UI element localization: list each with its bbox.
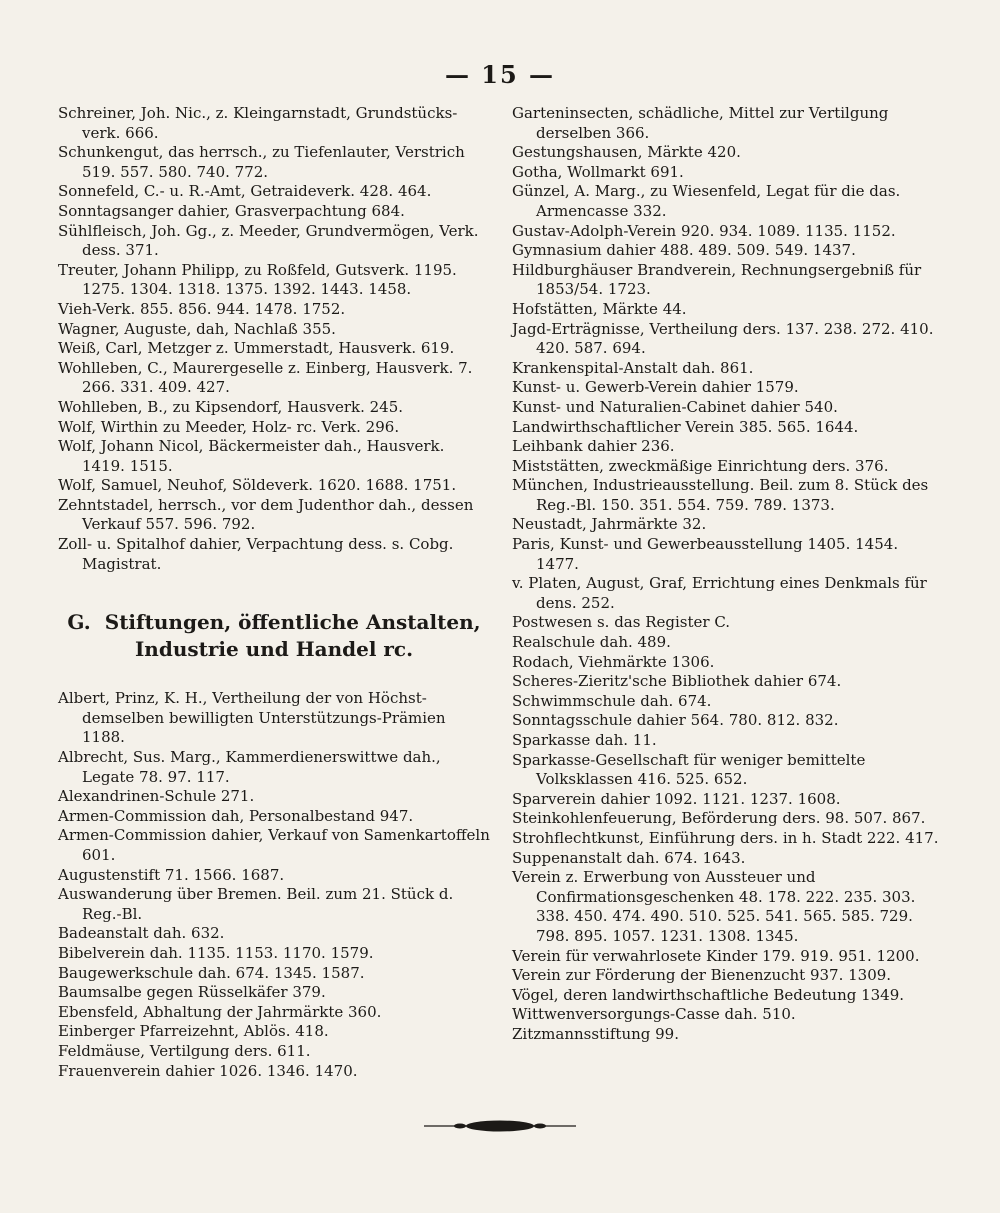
index-entry: Gustav-Adolph-Verein 920. 934. 1089. 1135. 1152. [512,221,896,240]
section-title: Stiftungen, öffentliche Anstalten, Industrie und Handel rc. [104,610,481,662]
index-entry: Feldmäuse, Vertilgung ders. 611. [58,1041,311,1060]
index-entry: Kunst- und Naturalien-Cabinet dahier 540. [512,397,838,416]
index-entry: Wohlleben, B., zu Kipsendorf, Hausverk. 245. [58,397,404,416]
index-entry: Schreiner, Joh. Nic., z. Kleingarnstadt, Grundstücks-verk. 666. [58,104,458,142]
index-entry: Wolf, Johann Nicol, Bäckermeister dah., Hausverk. 1419. 1515. [58,437,445,475]
index-entry: Wittwenversorgungs-Casse dah. 510. [512,1005,796,1024]
index-entry: Günzel, A. Marg., zu Wiesenfeld, Legat für die das. Armencasse 332. [512,182,901,220]
index-entry: Albert, Prinz, K. H., Vertheilung der von Höchst-demselben bewilligten Unterstützungs-Prämien 1188. [58,689,446,747]
index-entry: Vieh-Verk. 855. 856. 944. 1478. 1752. [58,299,346,318]
index-entry: Weiß, Carl, Metzger z. Ummerstadt, Hausverk. 619. [58,339,455,358]
index-entry: Albrecht, Sus. Marg., Kammerdienerswittwe dah., Legate 78. 97. 117. [58,748,441,786]
index-entry: Neustadt, Jahrmärkte 32. [512,515,707,534]
index-entry: Alexandrinen-Schule 271. [58,787,255,806]
index-entry: Sonntagsschule dahier 564. 780. 812. 832. [512,711,839,730]
index-entry: Gestungshausen, Märkte 420. [512,143,741,162]
index-entry: Suppenanstalt dah. 674. 1643. [512,848,746,867]
index-entry: Auswanderung über Bremen. Beil. zum 21. Stück d. Reg.-Bl. [58,885,454,923]
index-entry: Baugewerkschule dah. 674. 1345. 1587. [58,963,365,982]
index-entry: Frauenverein dahier 1026. 1346. 1470. [58,1061,358,1080]
index-entry: Krankenspital-Anstalt dah. 861. [512,358,754,377]
right-column [512,104,944,1045]
section-heading [58,609,490,663]
index-entry: Zitzmannsstiftung 99. [512,1024,679,1043]
index-entry: Sparverein dahier 1092. 1121. 1237. 1608. [512,789,841,808]
index-entry: Strohflechtkunst, Einführung ders. in h. Stadt 222. 417. [512,828,939,847]
index-entry: Hildburghäuser Brandverein, Rechnungsergebniß für 1853/54. 1723. [512,260,922,299]
index-entry: Gotha, Wollmarkt 691. [512,162,684,181]
index-entry: Sonntagsanger dahier, Grasverpachtung 684. [58,201,405,220]
index-entry: Vögel, deren landwirthschaftliche Bedeutung 1349. [512,985,905,1004]
index-entry: Augustenstift 71. 1566. 1687. [58,865,285,884]
index-entry: Wohlleben, C., Maurergeselle z. Einberg, Hausverk. 7. 266. 331. 409. 427. [58,358,473,397]
index-entry: Leihbank dahier 236. [512,437,675,456]
index-entry: Sparkasse-Gesellschaft für weniger bemittelte Volksklassen 416. 525. 652. [512,750,866,789]
index-entry: Landwirthschaftlicher Verein 385. 565. 1644. [512,417,859,436]
index-entry: Treuter, Johann Philipp, zu Roßfeld, Gutsverk. 1195. 1275. 1304. 1318. 1375. 1392. 1443. 1458. [58,260,457,299]
index-entry: Bibelverein dah. 1135. 1153. 1170. 1579. [58,943,374,962]
index-entry: Gymnasium dahier 488. 489. 509. 549. 1437. [512,241,856,260]
index-entry: Rodach, Viehmärkte 1306. [512,652,715,671]
index-entry: Zehntstadel, herrsch., vor dem Judenthor dah., dessen Verkauf 557. 596. 792. [58,495,474,534]
index-entry: Armen-Commission dah, Personalbestand 947. [58,806,414,825]
index-entry: Schunkengut, das herrsch., zu Tiefenlauter, Verstrich 519. 557. 580. 740. 772. [58,143,465,181]
index-entry: Sühlfleisch, Joh. Gg., z. Meeder, Grundvermögen, Verk. dess. 371. [58,221,479,260]
index-entry: Hofstätten, Märkte 44. [512,299,687,318]
index-entry: Sparkasse dah. 11. [512,731,657,749]
index-entry: Kunst- u. Gewerb-Verein dahier 1579. [512,378,799,397]
index-entry: München, Industrieausstellung. Beil. zum 8. Stück des Reg.-Bl. 150. 351. 554. 759. 789. 1373. [512,476,929,514]
left-column [58,104,490,1081]
index-entry: v. Platen, August, Graf, Errichtung eines Denkmals für dens. 252. [512,574,927,612]
index-entry: Badeanstalt dah. 632. [58,924,225,943]
index-entry: Realschule dah. 489. [512,633,671,652]
index-entry: Zoll- u. Spitalhof dahier, Verpachtung dess. s. Cobg. Magistrat. [58,535,454,573]
index-entry: Miststätten, zweckmäßige Einrichtung ders. 376. [512,456,889,475]
index-entry: Wolf, Samuel, Neuhof, Söldeverk. 1620. 1688. 1751. [58,476,457,495]
index-entry: Schwimmschule dah. 674. [512,691,712,710]
section-letter: G. [67,610,91,635]
page-number: — 15 — [444,60,556,89]
index-entry: Armen-Commission dahier, Verkauf von Samenkartoffeln 601. [58,826,490,864]
index-list-part-2 [58,689,490,1081]
index-entry: Verein zur Förderung der Bienenzucht 937. 1309. [512,966,892,985]
index-entry: Sonnefeld, C.- u. R.-Amt, Getraideverk. 428. 464. [58,182,432,201]
index-entry: Paris, Kunst- und Gewerbeausstellung 1405. 1454. 1477. [512,535,899,573]
index-entry: Wolf, Wirthin zu Meeder, Holz- rc. Verk. 296. [58,417,400,436]
index-list-part-1 [58,104,490,574]
index-entry: Verein z. Erwerbung von Aussteuer und Confirmationsgeschenken 48. 178. 222. 235. 303. 338. 450. 474. 490. 510. 525. 541. 565. 585. 729. 798. 895. 1057. 1231. 1308. 1345. [512,868,916,945]
index-entry: Baumsalbe gegen Rüsselkäfer 379. [58,983,326,1002]
index-entry: Jagd-Erträgnisse, Vertheilung ders. 137. 238. 272. 410. 420. 587. 694. [512,319,934,358]
ornament-divider [420,1118,580,1134]
index-entry: Postwesen s. das Register C. [512,613,731,632]
index-entry: Ebensfeld, Abhaltung der Jahrmärkte 360. [58,1002,382,1021]
index-entry: Scheres-Zieritz'sche Bibliothek dahier 674. [512,672,842,691]
index-entry: Wagner, Auguste, dah, Nachlaß 355. [58,319,336,338]
index-entry: Einberger Pfarreizehnt, Ablös. 418. [58,1022,329,1041]
index-entry: Steinkohlenfeuerung, Beförderung ders. 98. 507. 867. [512,809,926,828]
index-entry: Garteninsecten, schädliche, Mittel zur Vertilgung derselben 366. [512,104,889,142]
index-entry: Verein für verwahrlosete Kinder 179. 919. 951. 1200. [512,946,920,965]
